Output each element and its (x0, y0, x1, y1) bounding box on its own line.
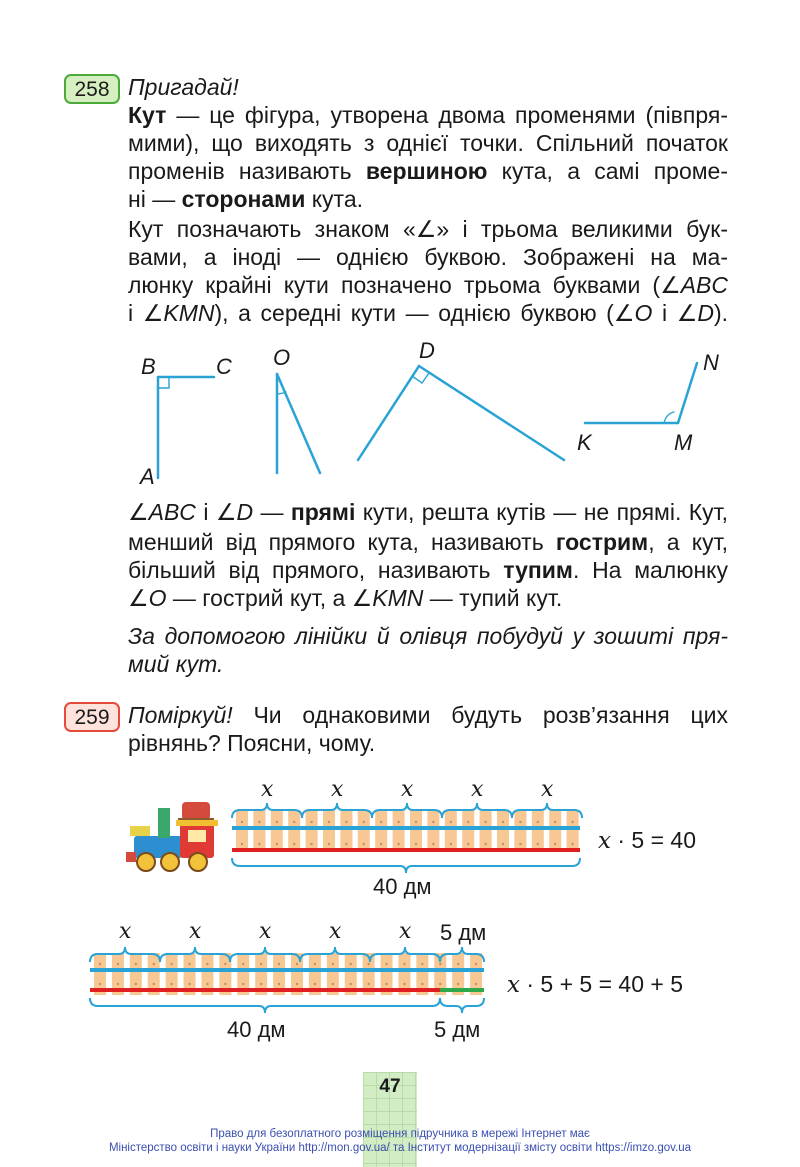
track-2-bolt (421, 983, 423, 985)
text-segment: ABC (148, 499, 196, 525)
track-1-sleeper (236, 810, 248, 852)
label-b: B (141, 354, 156, 379)
track-1-bolt (502, 843, 504, 845)
label-d: D (419, 338, 435, 363)
track-2-bolt (296, 983, 298, 985)
variable-x-label: x (189, 919, 202, 944)
track-2-bolt (260, 963, 262, 965)
track-1-bolt (432, 821, 434, 823)
diagram-2-total: 40 дм (227, 1017, 286, 1042)
track-2-bolt (350, 963, 352, 965)
variable-x-label: x (399, 919, 412, 944)
text-segment: — це фігура, утворена двома променями (пiвпря- (166, 102, 728, 128)
track-2-bolt (457, 963, 459, 965)
track-1-bolt (450, 821, 452, 823)
track-1-sleeper (514, 810, 526, 852)
text-segment: сторонами (181, 186, 306, 212)
track-1-sleeper (271, 810, 283, 852)
track-1-bolt (345, 843, 347, 845)
diagram-1-total: 40 дм (373, 874, 432, 899)
track-1-bolt (276, 843, 278, 845)
track-2-bolt (206, 963, 208, 965)
variable-x-label: x (331, 777, 344, 802)
equation-2-rest: · 5 + 5 = 40 + 5 (519, 971, 684, 997)
track-1-bolt (537, 821, 539, 823)
variable-x-label: x (541, 777, 554, 802)
track-2-bolt (385, 983, 387, 985)
track-1-bolt (397, 843, 399, 845)
track-1-sleeper (549, 810, 561, 852)
track-2-bolt (242, 983, 244, 985)
track-2-bolt (367, 963, 369, 965)
track-2-bolt (385, 963, 387, 965)
track-1-sleeper (340, 810, 352, 852)
track-2-bolt (278, 983, 280, 985)
track-1-bolt (502, 821, 504, 823)
text-segment: D (697, 300, 714, 326)
track-1-sleeper (445, 810, 457, 852)
equation-2 (507, 971, 683, 998)
track-2-bolt (224, 963, 226, 965)
text-segment: вами, а іноді — однією буквою. Зображені на ма- (128, 244, 728, 270)
track-2-bolt (439, 983, 441, 985)
text-segment: KMN (372, 585, 424, 611)
track-1-bolt (554, 821, 556, 823)
text-segment: променів називають (128, 158, 366, 184)
track-1-bolt (397, 821, 399, 823)
track-1-sleeper (462, 810, 474, 852)
variable-x-label: x (261, 777, 274, 802)
text-segment: D (236, 499, 254, 525)
track-1-bolt (554, 843, 556, 845)
track-1-bolt (310, 843, 312, 845)
track-1-bolt (258, 843, 260, 845)
label-k: K (577, 430, 592, 455)
text-segment: Кут позначають знаком «∠» і трьома великими бук- (128, 216, 728, 242)
label-a: A (140, 464, 155, 489)
equation-1 (598, 827, 696, 854)
track-1-bolt (519, 843, 521, 845)
track-1-sleeper (323, 810, 335, 852)
track-1-bolt (450, 843, 452, 845)
text-segment: Пригадай! (128, 74, 239, 100)
track-1-total-brace (232, 858, 580, 873)
track-1-bolt (258, 821, 260, 823)
text-segment: мий кут. (128, 651, 224, 677)
text-segment: — (253, 499, 291, 525)
track-1-bolt (328, 843, 330, 845)
track-2-bolt (314, 963, 316, 965)
track-1-bolt (241, 821, 243, 823)
track-1-bolt (519, 821, 521, 823)
track-1-bolt (571, 821, 573, 823)
track-1-bolt (467, 843, 469, 845)
equation-1-rest: · 5 = 40 (610, 827, 697, 853)
diagram-2-extra-bottom: 5 дм (434, 1017, 481, 1042)
track-1-bolt (484, 821, 486, 823)
text-segment: вершиною (365, 158, 488, 184)
variable-x-label: x (401, 777, 414, 802)
text-segment: Чи однаковими будуть розв’язання цих (232, 702, 728, 728)
track-1-sleeper (427, 810, 439, 852)
track-1-bolt (571, 843, 573, 845)
track-1-sleeper (480, 810, 492, 852)
track-1-bolt (363, 843, 365, 845)
track-2-bolt (439, 963, 441, 965)
track-1-sleeper (497, 810, 509, 852)
exercise-259-badge: 259 (64, 702, 120, 732)
track-1-bolt (363, 821, 365, 823)
track-1-sleeper (393, 810, 405, 852)
text-segment: мими), що виходять з однієї точки. Спільний початок (128, 130, 728, 156)
text-segment: O (634, 300, 653, 326)
text-segment: тупим (503, 557, 573, 583)
track-1-bolt (380, 821, 382, 823)
track-2-bolt (350, 983, 352, 985)
variable-x-label: x (329, 919, 342, 944)
variable-x-label: x (471, 777, 484, 802)
label-o: O (273, 345, 291, 370)
track-1-bolt (484, 843, 486, 845)
text-segment: ∠ (128, 499, 149, 525)
track-2-bolt (403, 983, 405, 985)
text-segment: ). (713, 300, 729, 326)
track-1-bolt (293, 821, 295, 823)
equation-2-var: x (507, 972, 520, 998)
label-n: N (703, 350, 719, 375)
track-2-bolt (332, 983, 334, 985)
text-segment: Поміркуй! (128, 702, 233, 728)
track-2-bolt (296, 963, 298, 965)
text-segment: гострим (555, 529, 649, 555)
track-1-bolt (467, 821, 469, 823)
text-segment: ), а середні кути — однією буквою (∠ (214, 300, 635, 326)
track-2-total-brace (90, 998, 440, 1013)
track-2-bolt (475, 983, 477, 985)
track-1-bolt (432, 843, 434, 845)
text-segment: люнку крайні кути позначено трьома буквами (∠ (128, 272, 681, 298)
track-2-bolt (117, 963, 119, 965)
track-2-extra-bottom-brace (440, 998, 484, 1013)
track-2-bolt (278, 963, 280, 965)
track-1-bolt (310, 821, 312, 823)
text-segment: ABC (680, 272, 728, 298)
track-2-bolt (135, 963, 137, 965)
track-2-bolt (314, 983, 316, 985)
track-1-sleeper (288, 810, 300, 852)
track-1-bolt (241, 843, 243, 845)
text-segment: прямі (290, 499, 356, 525)
text-segment: За допомогою лінійки й олівця побудуй у зошиті пря- (128, 623, 728, 649)
footer-line-1: Право для безоплатного розміщення підручника в мережі Інтернет має (210, 1128, 590, 1140)
variable-x-label: x (259, 919, 272, 944)
track-1-bolt (345, 821, 347, 823)
page-number: 47 (379, 1076, 401, 1097)
track-2-bolt (188, 983, 190, 985)
track-2-bolt (242, 963, 244, 965)
track-2-bolt (421, 963, 423, 965)
exercise-258-badge: 258 (64, 74, 120, 104)
track-1-bolt (380, 843, 382, 845)
track-1-sleeper (567, 810, 579, 852)
diagram-2-extra-top: 5 дм (440, 920, 487, 945)
track-2-bolt (475, 963, 477, 965)
text-segment: менший від прямого кута, називають (128, 529, 556, 555)
track-2-bolt (153, 983, 155, 985)
track-2-bolt (99, 983, 101, 985)
text-segment: і ∠ (128, 300, 164, 326)
track-1-sleeper (253, 810, 265, 852)
track-2-bolt (260, 983, 262, 985)
track-2-bolt (170, 963, 172, 965)
equation-1-var: x (598, 828, 611, 854)
text-segment: — гострий кут, а ∠ (166, 585, 373, 611)
variable-x-label: x (119, 919, 132, 944)
text-segment: — тупий кут. (423, 585, 563, 611)
text-segment: кута. (305, 186, 364, 212)
track-1-sleeper (306, 810, 318, 852)
track-1-sleeper (532, 810, 544, 852)
label-c: C (216, 354, 232, 379)
track-2-bolt (135, 983, 137, 985)
track-2-bolt (170, 983, 172, 985)
track-1-bolt (276, 821, 278, 823)
text-segment: Кут (128, 102, 167, 128)
label-m: M (674, 430, 693, 455)
track-1-bolt (415, 843, 417, 845)
text-segment: рівнянь? Поясни, чому. (128, 730, 376, 756)
text-segment: і ∠ (195, 499, 237, 525)
footer-line-2: Міністерство освіти і науки України http://mon.gov.ua/ та Інститут модернізації змісту освіти https://imzo.gov.ua (108, 1142, 692, 1154)
text-segment: більший від прямого, називають (128, 557, 504, 583)
track-2-bolt (224, 983, 226, 985)
track-1-sleeper (410, 810, 422, 852)
text-segment: кута, а самі проме- (487, 158, 728, 184)
text-segment: ні — (128, 186, 182, 212)
track-1-bolt (415, 821, 417, 823)
track-2-bolt (117, 983, 119, 985)
text-segment: , а кут, (648, 529, 728, 555)
text-segment: ∠ (128, 585, 149, 611)
track-2-bolt (206, 983, 208, 985)
track-2-bolt (99, 963, 101, 965)
text-segment: KMN (163, 300, 215, 326)
text-segment: . На малюнку (572, 557, 728, 583)
text-segment: кути, решта кутів — не прямі. Кут, (355, 499, 729, 525)
track-2-bolt (403, 963, 405, 965)
track-1-bolt (537, 843, 539, 845)
text-segment: і ∠ (652, 300, 698, 326)
track-2-bolt (188, 963, 190, 965)
track-1-bolt (293, 843, 295, 845)
track-1-bolt (328, 821, 330, 823)
text-segment: O (148, 585, 167, 611)
track-1-sleeper (375, 810, 387, 852)
track-2-bolt (367, 983, 369, 985)
track-2-bolt (153, 963, 155, 965)
track-2-bolt (457, 983, 459, 985)
track-1-sleeper (358, 810, 370, 852)
track-2-bolt (332, 963, 334, 965)
